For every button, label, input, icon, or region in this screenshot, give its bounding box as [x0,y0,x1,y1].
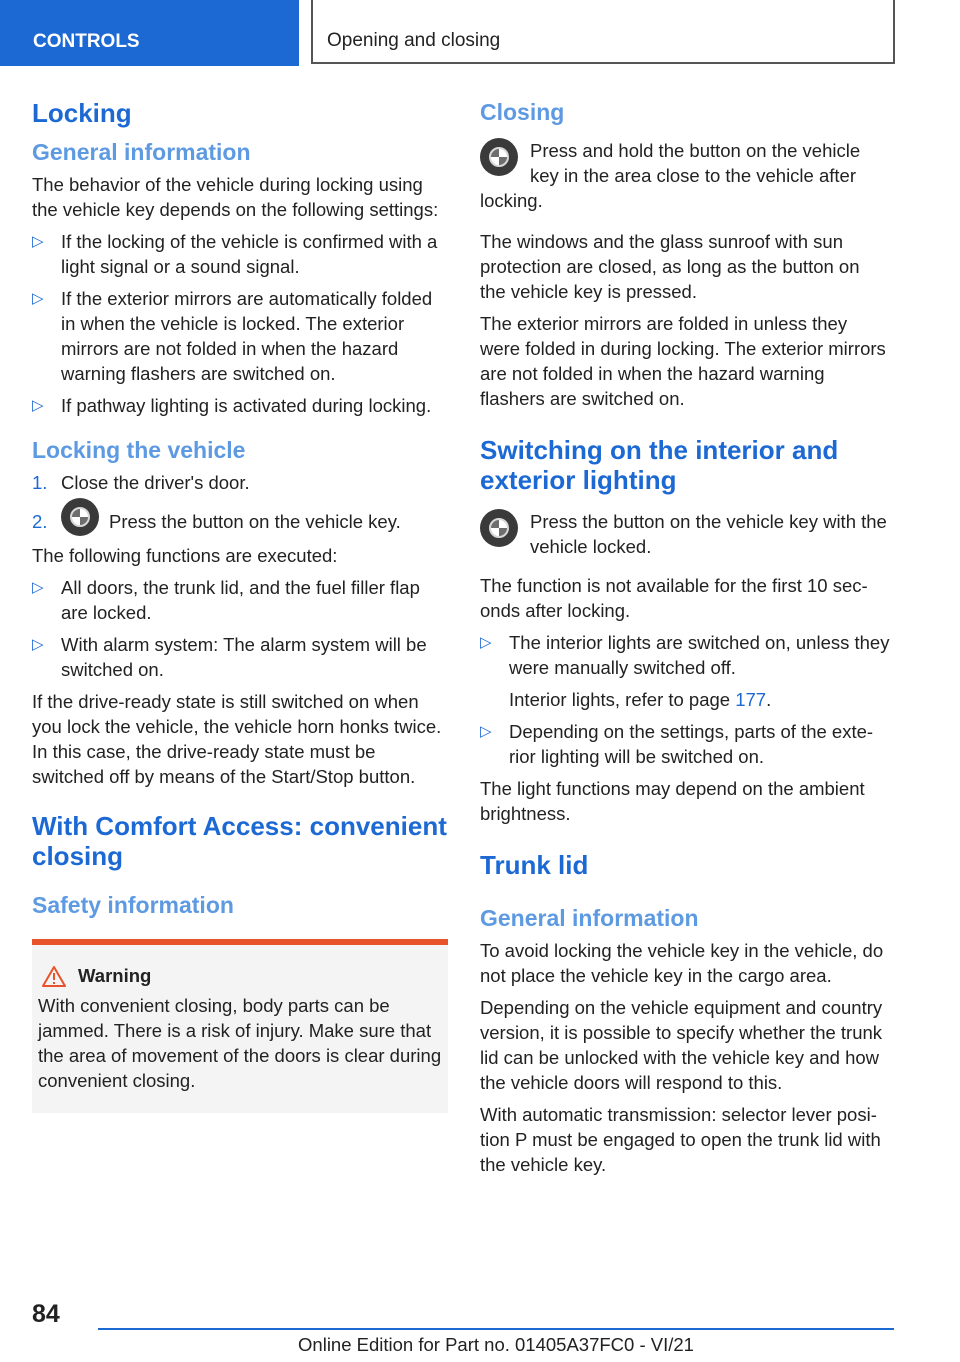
closing-heading: Closing [480,99,565,125]
step-item: 2. Press the button on the vehicle key. [32,509,448,536]
warning-title: Warning [38,965,442,987]
mirrors-text: The exterior mirrors are folded in unless they were folded in during locking. The exterior mirrors are not folded in when the hazard warning flashers are switched on. [480,313,886,409]
trunk-text-1: To avoid locking the vehicle key in the vehicle, do not place the vehicle key in the cargo area. [480,940,884,986]
function-availability-text: The function is not available for the first 10 seconds after locking. [480,575,868,621]
page-header [0,0,960,66]
general-info-heading: General information [32,139,251,165]
list-item: ▷ If the locking of the vehicle is confirmed with a light signal or a sound signal. [32,231,438,277]
list-item: ▷ If pathway lighting is activated during locking. [32,395,432,416]
functions-list [32,575,448,682]
key-button-icon [61,498,99,536]
light-functions-text: The light functions may depend on the ambient brightness. [480,778,865,824]
chapter-title: Opening and closing [311,0,895,64]
trunk-text-2: Depending on the vehicle equipment and country version, it is possible to specify whether the trunk lid can be unlocked with the vehicle key and how the vehicle doors will respond to this. [480,997,883,1093]
locking-vehicle-heading: Locking the vehicle [32,437,246,463]
bullet-arrow-icon: ▷ [32,397,44,414]
bullet-arrow-icon: ▷ [480,634,492,651]
list-item: ▷ All doors, the trunk lid, and the fuel filler flap are locked. [32,577,420,624]
lighting-text: Press the button on the vehicle key with the vehicle locked. [480,509,890,559]
warning-text: With convenient closing, body parts can be jammed. There is a risk of injury. Make sure that the area of movement of the doors is clear during convenient closing. [38,995,442,1092]
comfort-access-heading: With Comfort Access: convenient closing [32,811,447,872]
key-button-icon [480,509,518,547]
bullet-arrow-icon: ▷ [32,290,44,307]
edition-footer: Online Edition for Part no. 01405A37FC0 - VI/21 [98,1328,894,1356]
locking-heading: Locking [32,98,132,128]
warning-triangle-icon [42,965,66,987]
list-item: ▷ The interior lights are switched on, unless they were manually switched off. [480,632,890,678]
lighting-heading: Switching on the interior and exterior lighting [480,435,839,495]
list-item: ▷ Depending on the settings, parts of the exterior lighting will be switched on. [480,721,874,767]
safety-info-heading: Safety information [32,892,234,919]
general-info-list [32,229,448,418]
left-column [32,98,448,1113]
windows-text: The windows and the glass sunroof with sun protection are closed, as long as the button on the vehicle key is pressed. [480,231,860,302]
trunk-lid-heading: Trunk lid [480,850,589,880]
list-item: ▷ With alarm system: The alarm system will be switched on. [32,634,427,681]
page-link[interactable]: 177 [735,689,767,710]
trunk-general-heading: General information [480,905,699,931]
trunk-text-3: With automatic transmission: selector lever position P must be engaged to open the trunk lid with the vehicle key. [480,1104,881,1175]
warning-box [32,939,448,1113]
key-button-icon [480,138,518,176]
page-number: 84 [32,1300,60,1328]
bullet-arrow-icon: ▷ [32,233,44,250]
section-tab: CONTROLS [0,0,299,66]
lighting-list [480,630,890,680]
bullet-arrow-icon: ▷ [32,579,44,597]
bullet-arrow-icon: ▷ [480,723,492,740]
page-reference: Interior lights, refer to page 177. [509,689,772,710]
drive-ready-text: If the drive-ready state is still switched on when you lock the vehicle, the vehicle horn honks twice. In this case, the drive-ready state must be switched off by means of the Start/Stop button. [32,691,442,788]
list-item: ▷ If the exterior mirrors are automatically folded in when the vehicle is locked. The exterior mirrors are not folded in when the hazard warning flashers are switched on. [32,288,433,384]
general-info-text: The behavior of the vehicle during locking using the vehicle key depends on the following settings: [32,174,439,220]
bullet-arrow-icon: ▷ [32,636,44,654]
locking-steps [32,470,448,536]
step-item: 1. Close the driver's door. [32,472,250,493]
functions-text: The following functions are executed: [32,545,338,567]
closing-text: Press and hold the button on the vehicle key in the area close to the vehicle after locking. [480,140,861,211]
lighting-list-2 [480,719,890,769]
right-column [480,98,890,1184]
